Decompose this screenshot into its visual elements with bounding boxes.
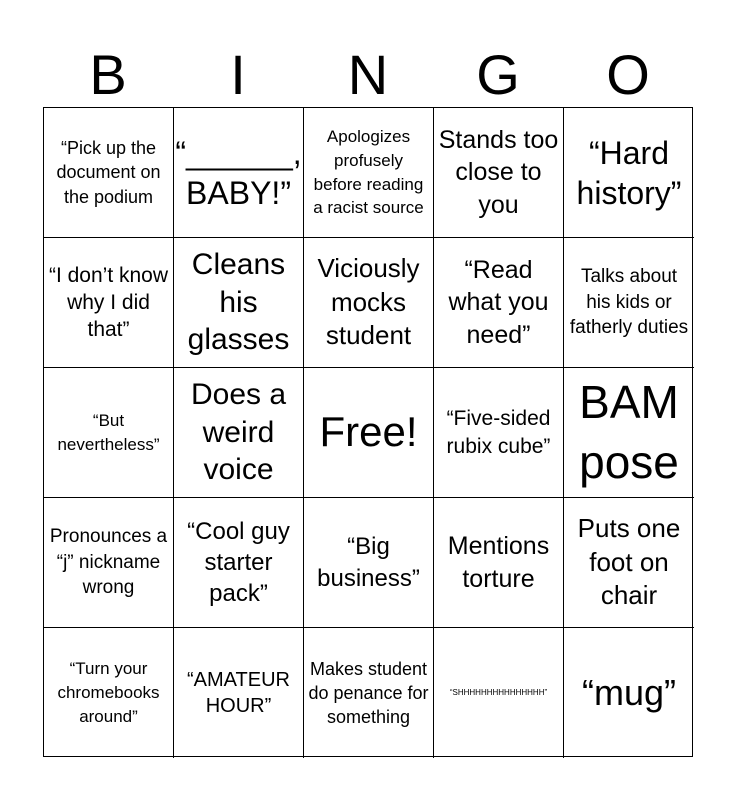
cell-text: “Turn your chromebooks around” [57, 659, 160, 726]
bingo-cell[interactable] [434, 238, 564, 368]
cell-text: “AMATEUR HOUR” [187, 669, 290, 717]
cell-text: Apologizes profusely before reading a racist source [313, 126, 424, 218]
cell-text: Does a weird voice [190, 378, 287, 487]
header-letter-b: B [89, 43, 127, 106]
cell-text: Cleans his glasses [187, 248, 290, 357]
bingo-cell[interactable] [304, 238, 434, 368]
bingo-header [43, 44, 693, 106]
bingo-cell[interactable] [434, 628, 564, 758]
bingo-cell[interactable] [304, 628, 434, 758]
cell-text: Viciously mocks student [317, 252, 420, 351]
cell-text: Puts one foot on chair [577, 512, 681, 611]
header-letter-o: O [606, 43, 650, 106]
cell-text: “Big business” [317, 533, 420, 592]
bingo-cell[interactable] [564, 108, 694, 238]
cell-text: Pronounces a “j” nickname wrong [49, 526, 168, 599]
bingo-cell[interactable] [434, 498, 564, 628]
bingo-cell[interactable] [174, 238, 304, 368]
cell-text: Stands too close to you [438, 125, 559, 219]
bingo-cell[interactable] [304, 108, 434, 238]
cell-text: “Hard history” [576, 134, 682, 211]
cell-text: Makes student do penance for something [308, 658, 429, 728]
bingo-cell[interactable] [174, 368, 304, 498]
bingo-cell[interactable] [44, 498, 174, 628]
bingo-cell[interactable] [564, 628, 694, 758]
cell-text: Talks about his kids or fatherly duties [569, 266, 689, 339]
free-space[interactable] [304, 368, 434, 498]
cell-text: “Cool guy starter pack” [187, 517, 290, 608]
bingo-cell[interactable] [44, 628, 174, 758]
bingo-cell[interactable] [434, 368, 564, 498]
bingo-cell[interactable] [564, 498, 694, 628]
bingo-cell[interactable] [44, 368, 174, 498]
bingo-cell[interactable] [304, 498, 434, 628]
header-letter-g: G [476, 43, 520, 106]
cell-text: “Five-sided rubix cube” [446, 407, 551, 458]
bingo-cell[interactable] [174, 498, 304, 628]
bingo-cell[interactable] [174, 108, 304, 238]
cell-text: “Read what you need” [448, 255, 549, 349]
header-letter-n: N [347, 43, 389, 106]
cell-text: Mentions torture [447, 532, 550, 593]
header-letter-i: I [230, 43, 246, 106]
cell-text: “Pick up the document on the podium [56, 138, 161, 207]
cell-text: “______, BABY!” [175, 134, 302, 211]
bingo-cell[interactable] [44, 238, 174, 368]
cell-text: “SHHHHHHHHHHHHHHH” [449, 688, 548, 698]
free-space-label: Free! [319, 408, 418, 456]
bingo-cell[interactable] [44, 108, 174, 238]
bingo-cell[interactable] [564, 368, 694, 498]
cell-text: “But nevertheless” [57, 410, 160, 454]
bingo-cell[interactable] [174, 628, 304, 758]
cell-text: “I don’t know why I did that” [48, 263, 169, 342]
bingo-cell[interactable] [434, 108, 564, 238]
bingo-cell[interactable] [564, 238, 694, 368]
cell-text: “mug” [581, 672, 676, 714]
cell-text: BAM pose [579, 375, 679, 488]
bingo-card [43, 107, 693, 757]
